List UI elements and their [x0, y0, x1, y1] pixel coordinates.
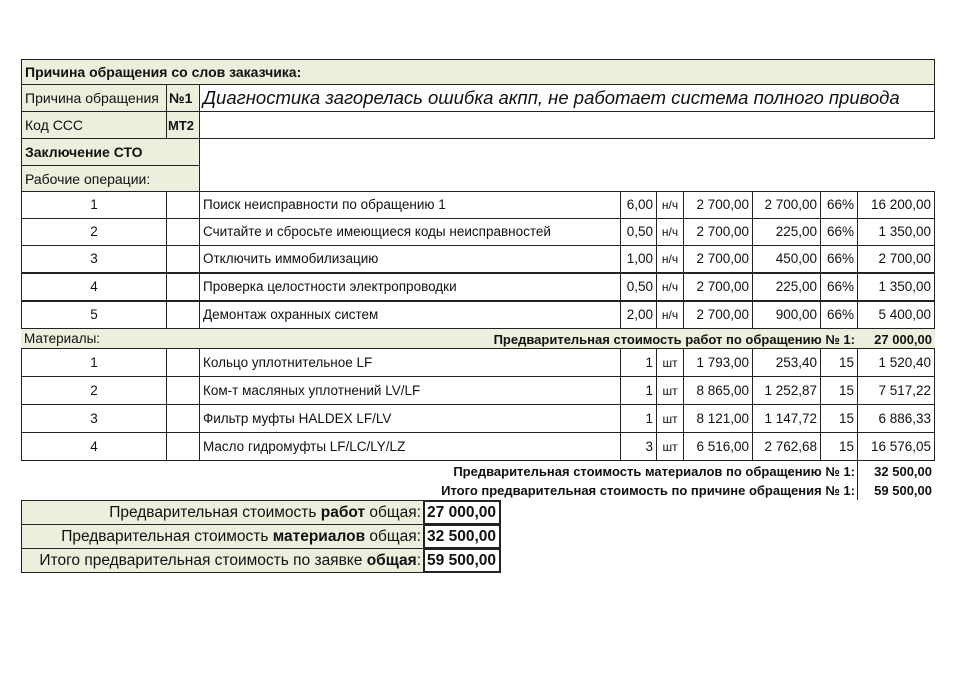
row-amount: 900,00 [752, 301, 821, 329]
summary-label-text: Предварительная стоимость [61, 527, 273, 545]
row-unit: шт [656, 376, 684, 405]
summary-label-suffix: общая: [365, 527, 421, 545]
summary-label [21, 524, 424, 549]
row-name: Масло гидромуфты LF/LC/LY/LZ [199, 432, 621, 461]
summary-label-text: Итого предварительная стоимость по заявке [39, 551, 367, 569]
row-qty: 1 [620, 376, 657, 405]
section-title: Причина обращения со слов заказчика: [21, 59, 935, 85]
summary-label-text: Предварительная стоимость [109, 503, 321, 521]
code-label: Код ССС [21, 111, 167, 139]
row-number: 1 [21, 348, 167, 377]
conclusion-label: Заключение СТО [21, 138, 200, 166]
row-price: 6 516,00 [683, 432, 753, 461]
row-percent: 15 [820, 348, 858, 377]
summary-label-emphasis: общая [366, 551, 417, 569]
reason-total-label: Итого предварительная стоимость по причине обращения № 1: [441, 483, 855, 498]
summary-label [21, 500, 424, 525]
row-number: 1 [21, 191, 167, 219]
row-name: Демонтаж охранных систем [199, 301, 621, 329]
row-qty: 2,00 [620, 301, 657, 329]
row-number: 3 [21, 404, 167, 433]
row-code [166, 191, 200, 219]
row-percent: 15 [820, 432, 858, 461]
row-price: 1 793,00 [683, 348, 753, 377]
reason-total-value: 59 500,00 [874, 483, 932, 498]
row-qty: 6,00 [620, 191, 657, 219]
row-name: Считайте и сбросьте имеющиеся коды неисправностей [199, 218, 621, 246]
row-total: 1 350,00 [857, 273, 935, 301]
row-total: 2 700,00 [857, 245, 935, 273]
row-total: 16 576,05 [857, 432, 935, 461]
row-percent: 15 [820, 404, 858, 433]
row-unit: шт [656, 404, 684, 433]
row-amount: 450,00 [752, 245, 821, 273]
row-name: Фильтр муфты HALDEX LF/LV [199, 404, 621, 433]
row-price: 2 700,00 [683, 191, 753, 219]
reason-number: №1 [166, 84, 200, 112]
row-number: 3 [21, 245, 167, 273]
divider [21, 328, 935, 329]
row-unit: н/ч [656, 218, 684, 246]
row-percent: 66% [820, 245, 858, 273]
summary-value: 32 500,00 [423, 524, 501, 549]
row-unit: н/ч [656, 245, 684, 273]
row-qty: 0,50 [620, 273, 657, 301]
summary-value: 59 500,00 [423, 548, 501, 573]
summary-label-suffix: общая: [365, 503, 421, 521]
row-amount: 1 252,87 [752, 376, 821, 405]
row-code [166, 348, 200, 377]
row-unit: н/ч [656, 273, 684, 301]
row-amount: 253,40 [752, 348, 821, 377]
row-name: Поиск неисправности по обращению 1 [199, 191, 621, 219]
row-code [166, 404, 200, 433]
row-price: 2 700,00 [683, 301, 753, 329]
summary-label-emphasis: работ [320, 503, 366, 521]
code-empty [199, 111, 935, 139]
row-name: Отключить иммобилизацию [199, 245, 621, 273]
row-name: Проверка целостности электропроводки [199, 273, 621, 301]
row-percent: 15 [820, 376, 858, 405]
row-qty: 3 [620, 432, 657, 461]
row-price: 2 700,00 [683, 273, 753, 301]
summary-value: 27 000,00 [423, 500, 501, 525]
row-price: 8 865,00 [683, 376, 753, 405]
row-number: 2 [21, 376, 167, 405]
row-amount: 2 700,00 [752, 191, 821, 219]
works-subtotal-label: Предварительная стоимость работ по обращению № 1: [493, 331, 855, 347]
row-name: Кольцо уплотнительное LF [199, 348, 621, 377]
divider [857, 460, 858, 500]
row-unit: шт [656, 348, 684, 377]
row-total: 6 886,33 [857, 404, 935, 433]
row-amount: 2 762,68 [752, 432, 821, 461]
row-percent: 66% [820, 218, 858, 246]
materials-subtotal-value: 32 500,00 [874, 463, 932, 479]
row-number: 5 [21, 301, 167, 329]
row-code [166, 273, 200, 301]
row-price: 2 700,00 [683, 245, 753, 273]
row-qty: 1 [620, 348, 657, 377]
row-qty: 0,50 [620, 218, 657, 246]
materials-label: Материалы: [21, 329, 935, 349]
row-unit: н/ч [656, 301, 684, 329]
row-number: 4 [21, 273, 167, 301]
row-total: 5 400,00 [857, 301, 935, 329]
row-code [166, 301, 200, 329]
row-price: 8 121,00 [683, 404, 753, 433]
row-name: Ком-т масляных уплотнений LV/LF [199, 376, 621, 405]
row-percent: 66% [820, 191, 858, 219]
row-code [166, 376, 200, 405]
reason-text: Диагностика загорелась ошибка акпп, не работает система полного привода [199, 84, 935, 112]
materials-subtotal-label: Предварительная стоимость материалов по обращению № 1: [453, 463, 855, 479]
works-subtotal-value: 27 000,00 [874, 331, 932, 347]
summary-label [21, 548, 424, 573]
row-percent: 66% [820, 273, 858, 301]
row-number: 2 [21, 218, 167, 246]
row-percent: 66% [820, 301, 858, 329]
row-total: 1 520,40 [857, 348, 935, 377]
row-amount: 225,00 [752, 218, 821, 246]
summary-label-suffix: : [416, 551, 421, 569]
row-code [166, 218, 200, 246]
code-value: МТ2 [166, 111, 200, 139]
row-total: 16 200,00 [857, 191, 935, 219]
row-amount: 1 147,72 [752, 404, 821, 433]
operations-label: Рабочие операции: [21, 165, 200, 192]
reason-label: Причина обращения [21, 84, 167, 112]
row-amount: 225,00 [752, 273, 821, 301]
row-total: 1 350,00 [857, 218, 935, 246]
row-qty: 1 [620, 404, 657, 433]
row-unit: шт [656, 432, 684, 461]
row-code [166, 432, 200, 461]
row-number: 4 [21, 432, 167, 461]
row-qty: 1,00 [620, 245, 657, 273]
row-code [166, 245, 200, 273]
summary-label-emphasis: материалов [272, 527, 366, 545]
row-unit: н/ч [656, 191, 684, 219]
row-total: 7 517,22 [857, 376, 935, 405]
row-price: 2 700,00 [683, 218, 753, 246]
